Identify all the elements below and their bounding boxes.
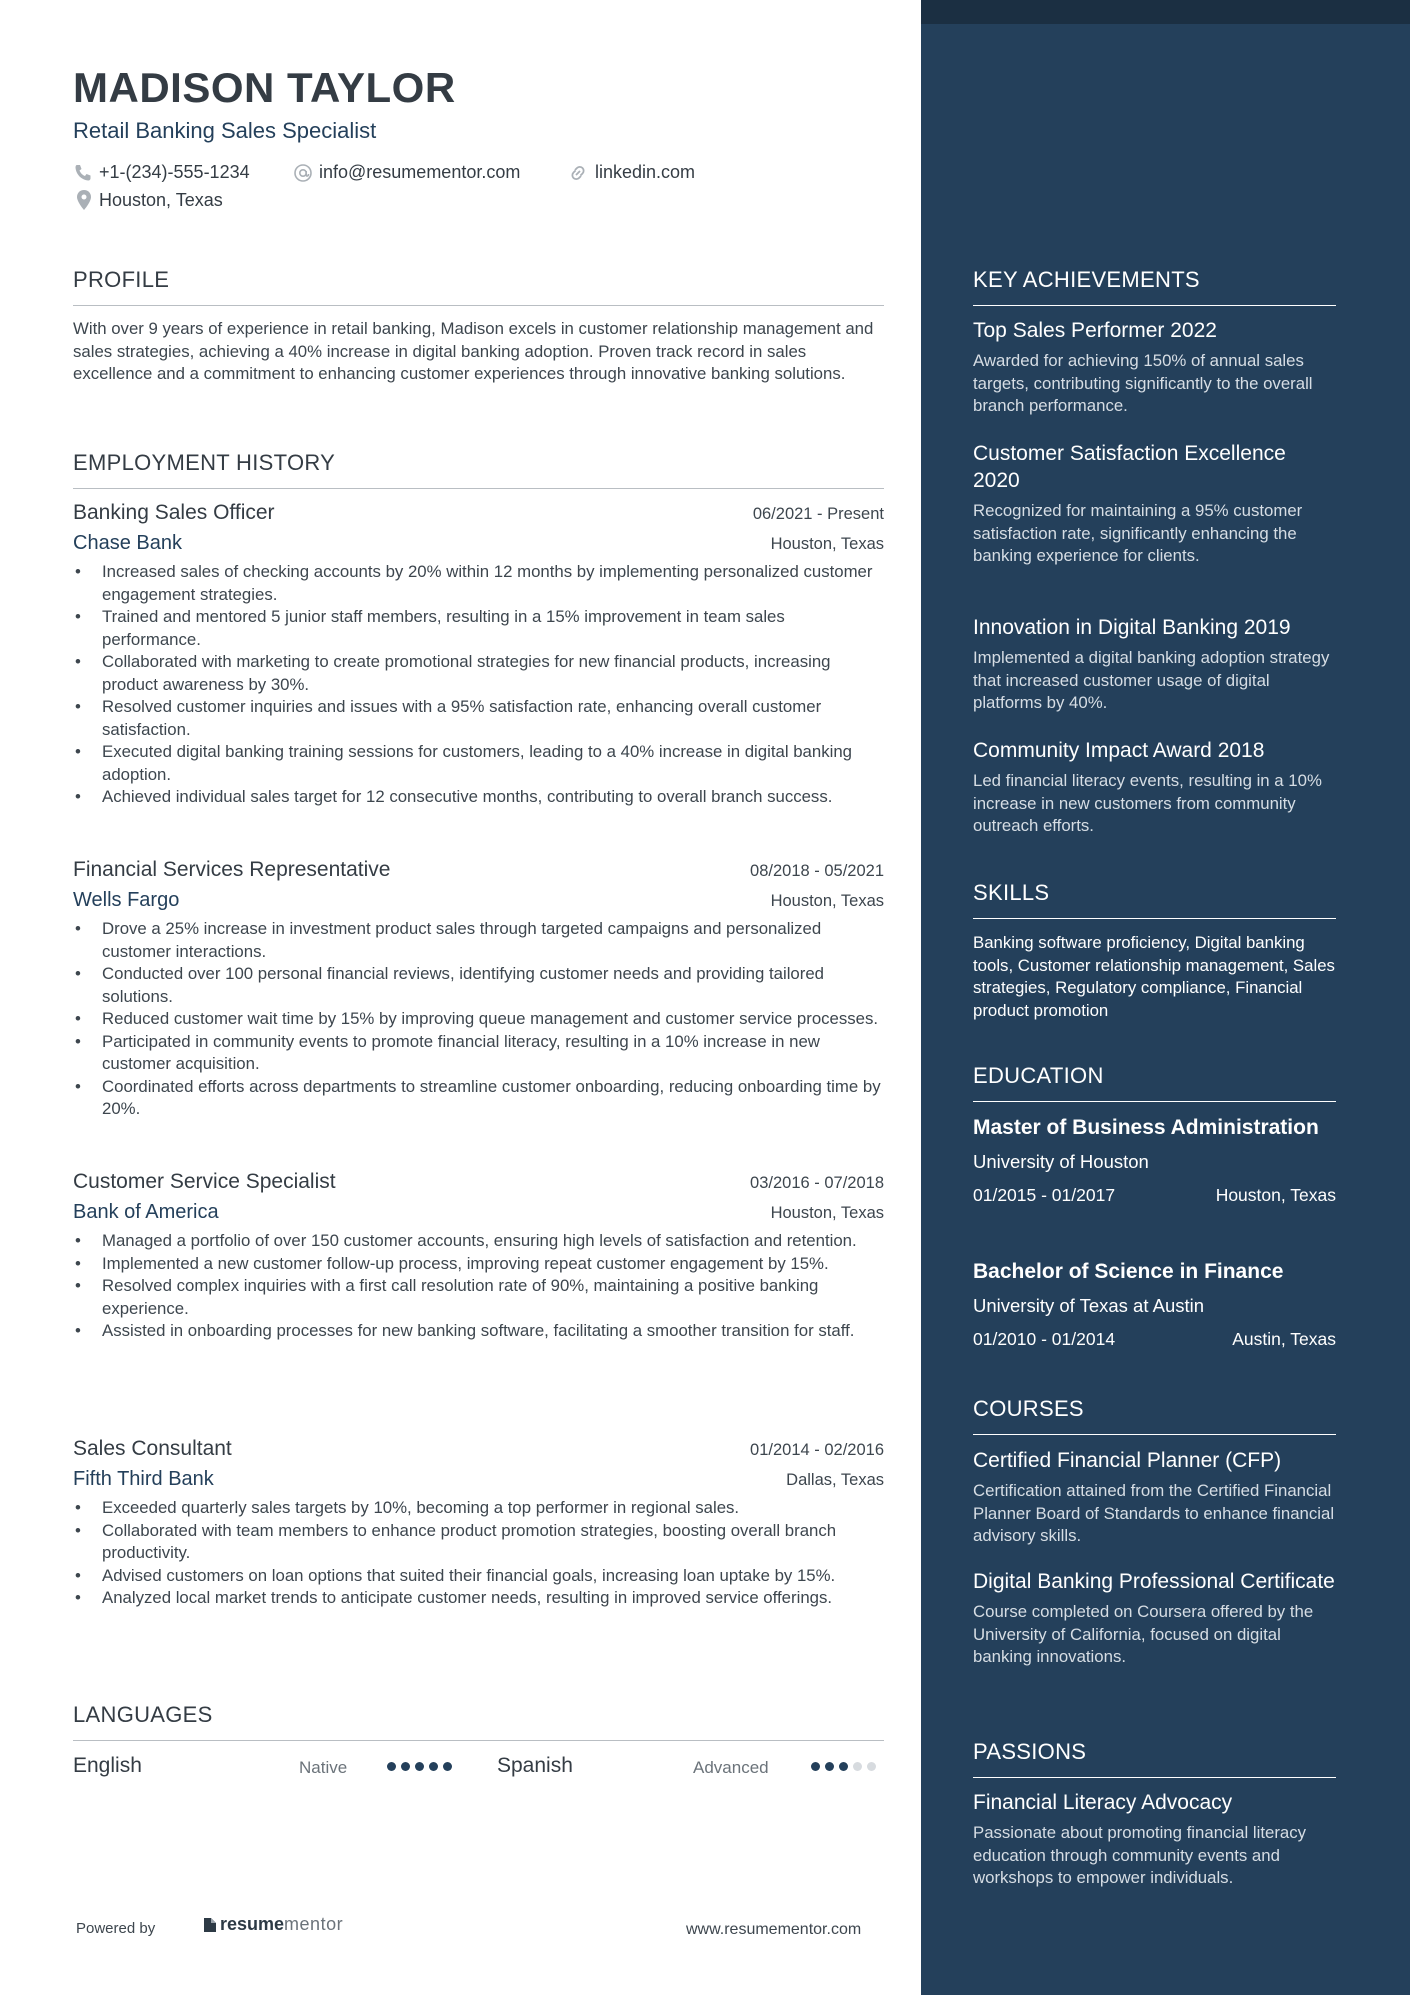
candidate-role: Retail Banking Sales Specialist (73, 118, 377, 143)
candidate-name: MADISON TAYLOR (73, 64, 456, 111)
achievement-desc: Recognized for maintaining a 95% customer satisfaction rate, significantly enhancing the banking experience for clients. (973, 501, 1303, 565)
rating-dot-filled (429, 1762, 438, 1771)
course-desc: Certification attained from the Certified Financial Planner Board of Standards to enhance financial advisory skills. (973, 1481, 1335, 1545)
job-bullet: • Coordinated efforts across departments to streamline customer onboarding, reducing onboarding time by 20%. (73, 1076, 884, 1121)
languages-heading: LANGUAGES (73, 1702, 884, 1741)
job-entry (73, 501, 884, 809)
profile-heading: PROFILE (73, 267, 884, 306)
language-rating (811, 1762, 876, 1771)
phone-icon (73, 163, 93, 183)
job-bullet: • Exceeded quarterly sales targets by 10%, becoming a top performer in regional sales. (73, 1497, 884, 1520)
job-bullet: • Executed digital banking training sessions for customers, leading to a 40% increase in digital banking adoption. (73, 741, 884, 786)
education-item (973, 1114, 1336, 1206)
rating-dot-empty (867, 1762, 876, 1771)
achievement-title: Customer Satisfaction Excellence 2020 (973, 442, 1286, 492)
job-bullet: • Implemented a new customer follow-up process, improving repeat customer engagement by 15%. (73, 1253, 884, 1276)
job-bullet: • Analyzed local market trends to anticipate customer needs, resulting in improved service offerings. (73, 1587, 884, 1610)
education-school: University of Texas at Austin (973, 1295, 1205, 1316)
job-dates: 06/2021 - Present (752, 505, 884, 523)
job-location: Houston, Texas (770, 1204, 884, 1222)
job-location: Houston, Texas (770, 892, 884, 910)
job-bullets (73, 1230, 884, 1343)
email-address: info@resumementor.com (319, 162, 521, 182)
rating-dot-filled (415, 1762, 424, 1771)
achievement-desc: Implemented a digital banking adoption strategy that increased customer usage of digital platforms by 40%. (973, 648, 1330, 712)
phone-number: +1-(234)-555-1234 (99, 162, 250, 182)
job-bullet: • Collaborated with team members to enhance product promotion strategies, boosting overall branch productivity. (73, 1520, 884, 1565)
rating-dot-filled (443, 1762, 452, 1771)
passions-heading: PASSIONS (973, 1739, 1336, 1778)
achievement-title: Community Impact Award 2018 (973, 739, 1265, 762)
powered-by-text: Powered by (76, 1920, 156, 1937)
resumementor-logo-icon (200, 1915, 220, 1935)
courses-heading: COURSES (973, 1396, 1336, 1435)
passion-desc: Passionate about promoting financial literacy education through community events and workshops to empower individuals. (973, 1823, 1307, 1887)
education-school: University of Houston (973, 1151, 1149, 1172)
job-bullets (73, 918, 884, 1121)
job-title: Banking Sales Officer (73, 501, 275, 524)
sidebar-top-bar (921, 0, 1410, 24)
rating-dot-filled (387, 1762, 396, 1771)
job-bullet: • Participated in community events to promote financial literacy, resulting in a 10% increase in new customer acquisition. (73, 1031, 884, 1076)
job-entry (73, 1170, 884, 1343)
job-bullet: • Conducted over 100 personal financial reviews, identifying customer needs and providing tailored solutions. (73, 963, 884, 1008)
job-bullet: • Increased sales of checking accounts by 20% within 12 months by implementing personalized customer engagement strategies. (73, 561, 884, 606)
job-location: Houston, Texas (770, 535, 884, 553)
rating-dot-empty (853, 1762, 862, 1771)
at-icon (293, 163, 313, 183)
job-bullet: • Trained and mentored 5 junior staff members, resulting in a 15% improvement in team sales performance. (73, 606, 884, 651)
job-entry (73, 858, 884, 1121)
job-bullet: • Collaborated with marketing to create promotional strategies for new financial products, increasing product awareness by 30%. (73, 651, 884, 696)
job-bullets (73, 1497, 884, 1610)
logo-text-light: mentor (284, 1914, 344, 1934)
rating-dot-filled (401, 1762, 410, 1771)
education-item (973, 1258, 1336, 1350)
language-name: English (73, 1754, 142, 1777)
language-level: Native (299, 1758, 348, 1777)
employment-heading: EMPLOYMENT HISTORY (73, 450, 884, 489)
job-company: Chase Bank (73, 532, 182, 554)
rating-dot-filled (811, 1762, 820, 1771)
course-item (973, 1447, 1336, 1548)
location-pin-icon (75, 189, 93, 211)
job-title: Customer Service Specialist (73, 1170, 336, 1193)
resumementor-logo[interactable] (200, 1914, 343, 1935)
email-contact[interactable] (293, 162, 520, 183)
job-bullet: • Reduced customer wait time by 15% by improving queue management and customer service processes. (73, 1008, 884, 1031)
job-title: Financial Services Representative (73, 858, 391, 881)
education-heading: EDUCATION (973, 1063, 1336, 1102)
location-contact (75, 189, 223, 211)
education-dates: 01/2010 - 01/2014 (973, 1329, 1116, 1349)
job-dates: 03/2016 - 07/2018 (750, 1174, 884, 1192)
achievement-item (973, 614, 1336, 715)
phone-contact[interactable] (73, 162, 250, 183)
job-company: Wells Fargo (73, 889, 180, 911)
achievement-item (973, 317, 1336, 418)
skills-list: Banking software proficiency, Digital banking tools, Customer relationship management, Sales strategies, Regulatory compliance, Financial product promotion (973, 933, 1335, 1020)
achievements-heading: KEY ACHIEVEMENTS (973, 267, 1336, 306)
course-item (973, 1568, 1336, 1669)
job-title: Sales Consultant (73, 1437, 232, 1460)
job-company: Bank of America (73, 1201, 219, 1223)
linkedin-contact[interactable] (567, 162, 695, 183)
course-desc: Course completed on Coursera offered by the University of California, focused on digital banking innovations. (973, 1602, 1314, 1666)
course-title: Digital Banking Professional Certificate (973, 1570, 1335, 1593)
language-name: Spanish (497, 1754, 573, 1777)
linkedin-url: linkedin.com (595, 162, 696, 182)
achievement-title: Top Sales Performer 2022 (973, 319, 1217, 342)
footer-url[interactable]: www.resumementor.com (686, 1921, 862, 1938)
rating-dot-filled (839, 1762, 848, 1771)
achievement-item (973, 737, 1336, 838)
rating-dot-filled (825, 1762, 834, 1771)
passion-title: Financial Literacy Advocacy (973, 1791, 1233, 1814)
job-company: Fifth Third Bank (73, 1468, 214, 1490)
location-text: Houston, Texas (99, 189, 223, 210)
education-location: Houston, Texas (1215, 1185, 1336, 1205)
job-bullet: • Managed a portfolio of over 150 customer accounts, ensuring high levels of satisfaction and retention. (73, 1230, 884, 1253)
job-dates: 01/2014 - 02/2016 (750, 1441, 884, 1459)
job-bullet: • Advised customers on loan options that suited their financial goals, increasing loan uptake by 15%. (73, 1565, 884, 1588)
job-location: Dallas, Texas (786, 1471, 884, 1489)
job-entry (73, 1437, 884, 1610)
skills-heading: SKILLS (973, 880, 1336, 919)
job-bullets (73, 561, 884, 809)
job-bullet: • Resolved complex inquiries with a first call resolution rate of 90%, maintaining a positive banking experience. (73, 1275, 884, 1320)
job-bullet: • Drove a 25% increase in investment product sales through targeted campaigns and personalized customer interactions. (73, 918, 884, 963)
job-bullet: • Assisted in onboarding processes for new banking software, facilitating a smoother transition for staff. (73, 1320, 884, 1343)
achievement-desc: Awarded for achieving 150% of annual sales targets, contributing significantly to the overall branch performance. (973, 351, 1313, 415)
achievement-item (973, 440, 1336, 568)
achievement-desc: Led financial literacy events, resulting in a 10% increase in new customers from community outreach efforts. (973, 771, 1322, 835)
education-location: Austin, Texas (1232, 1329, 1336, 1349)
job-bullet: • Achieved individual sales target for 12 consecutive months, contributing to overall branch success. (73, 786, 884, 809)
achievement-title: Innovation in Digital Banking 2019 (973, 616, 1291, 639)
profile-summary: With over 9 years of experience in retail banking, Madison excels in customer relationship management and sales strategies, achieving a 40% increase in digital banking adoption. Proven track record in sales excellence and a commitment to enhancing customer experiences through innovative banking solutions. (73, 319, 874, 383)
education-degree: Master of Business Administration (973, 1116, 1319, 1139)
job-dates: 08/2018 - 05/2021 (750, 862, 884, 880)
language-rating (387, 1762, 452, 1771)
passion-item (973, 1789, 1336, 1890)
course-title: Certified Financial Planner (CFP) (973, 1449, 1282, 1472)
education-dates: 01/2015 - 01/2017 (973, 1185, 1116, 1205)
job-bullet: • Resolved customer inquiries and issues with a 95% satisfaction rate, enhancing overall customer satisfaction. (73, 696, 884, 741)
language-level: Advanced (693, 1758, 769, 1777)
logo-text-bold: resume (220, 1914, 285, 1934)
education-degree: Bachelor of Science in Finance (973, 1260, 1284, 1283)
link-icon (567, 163, 589, 183)
